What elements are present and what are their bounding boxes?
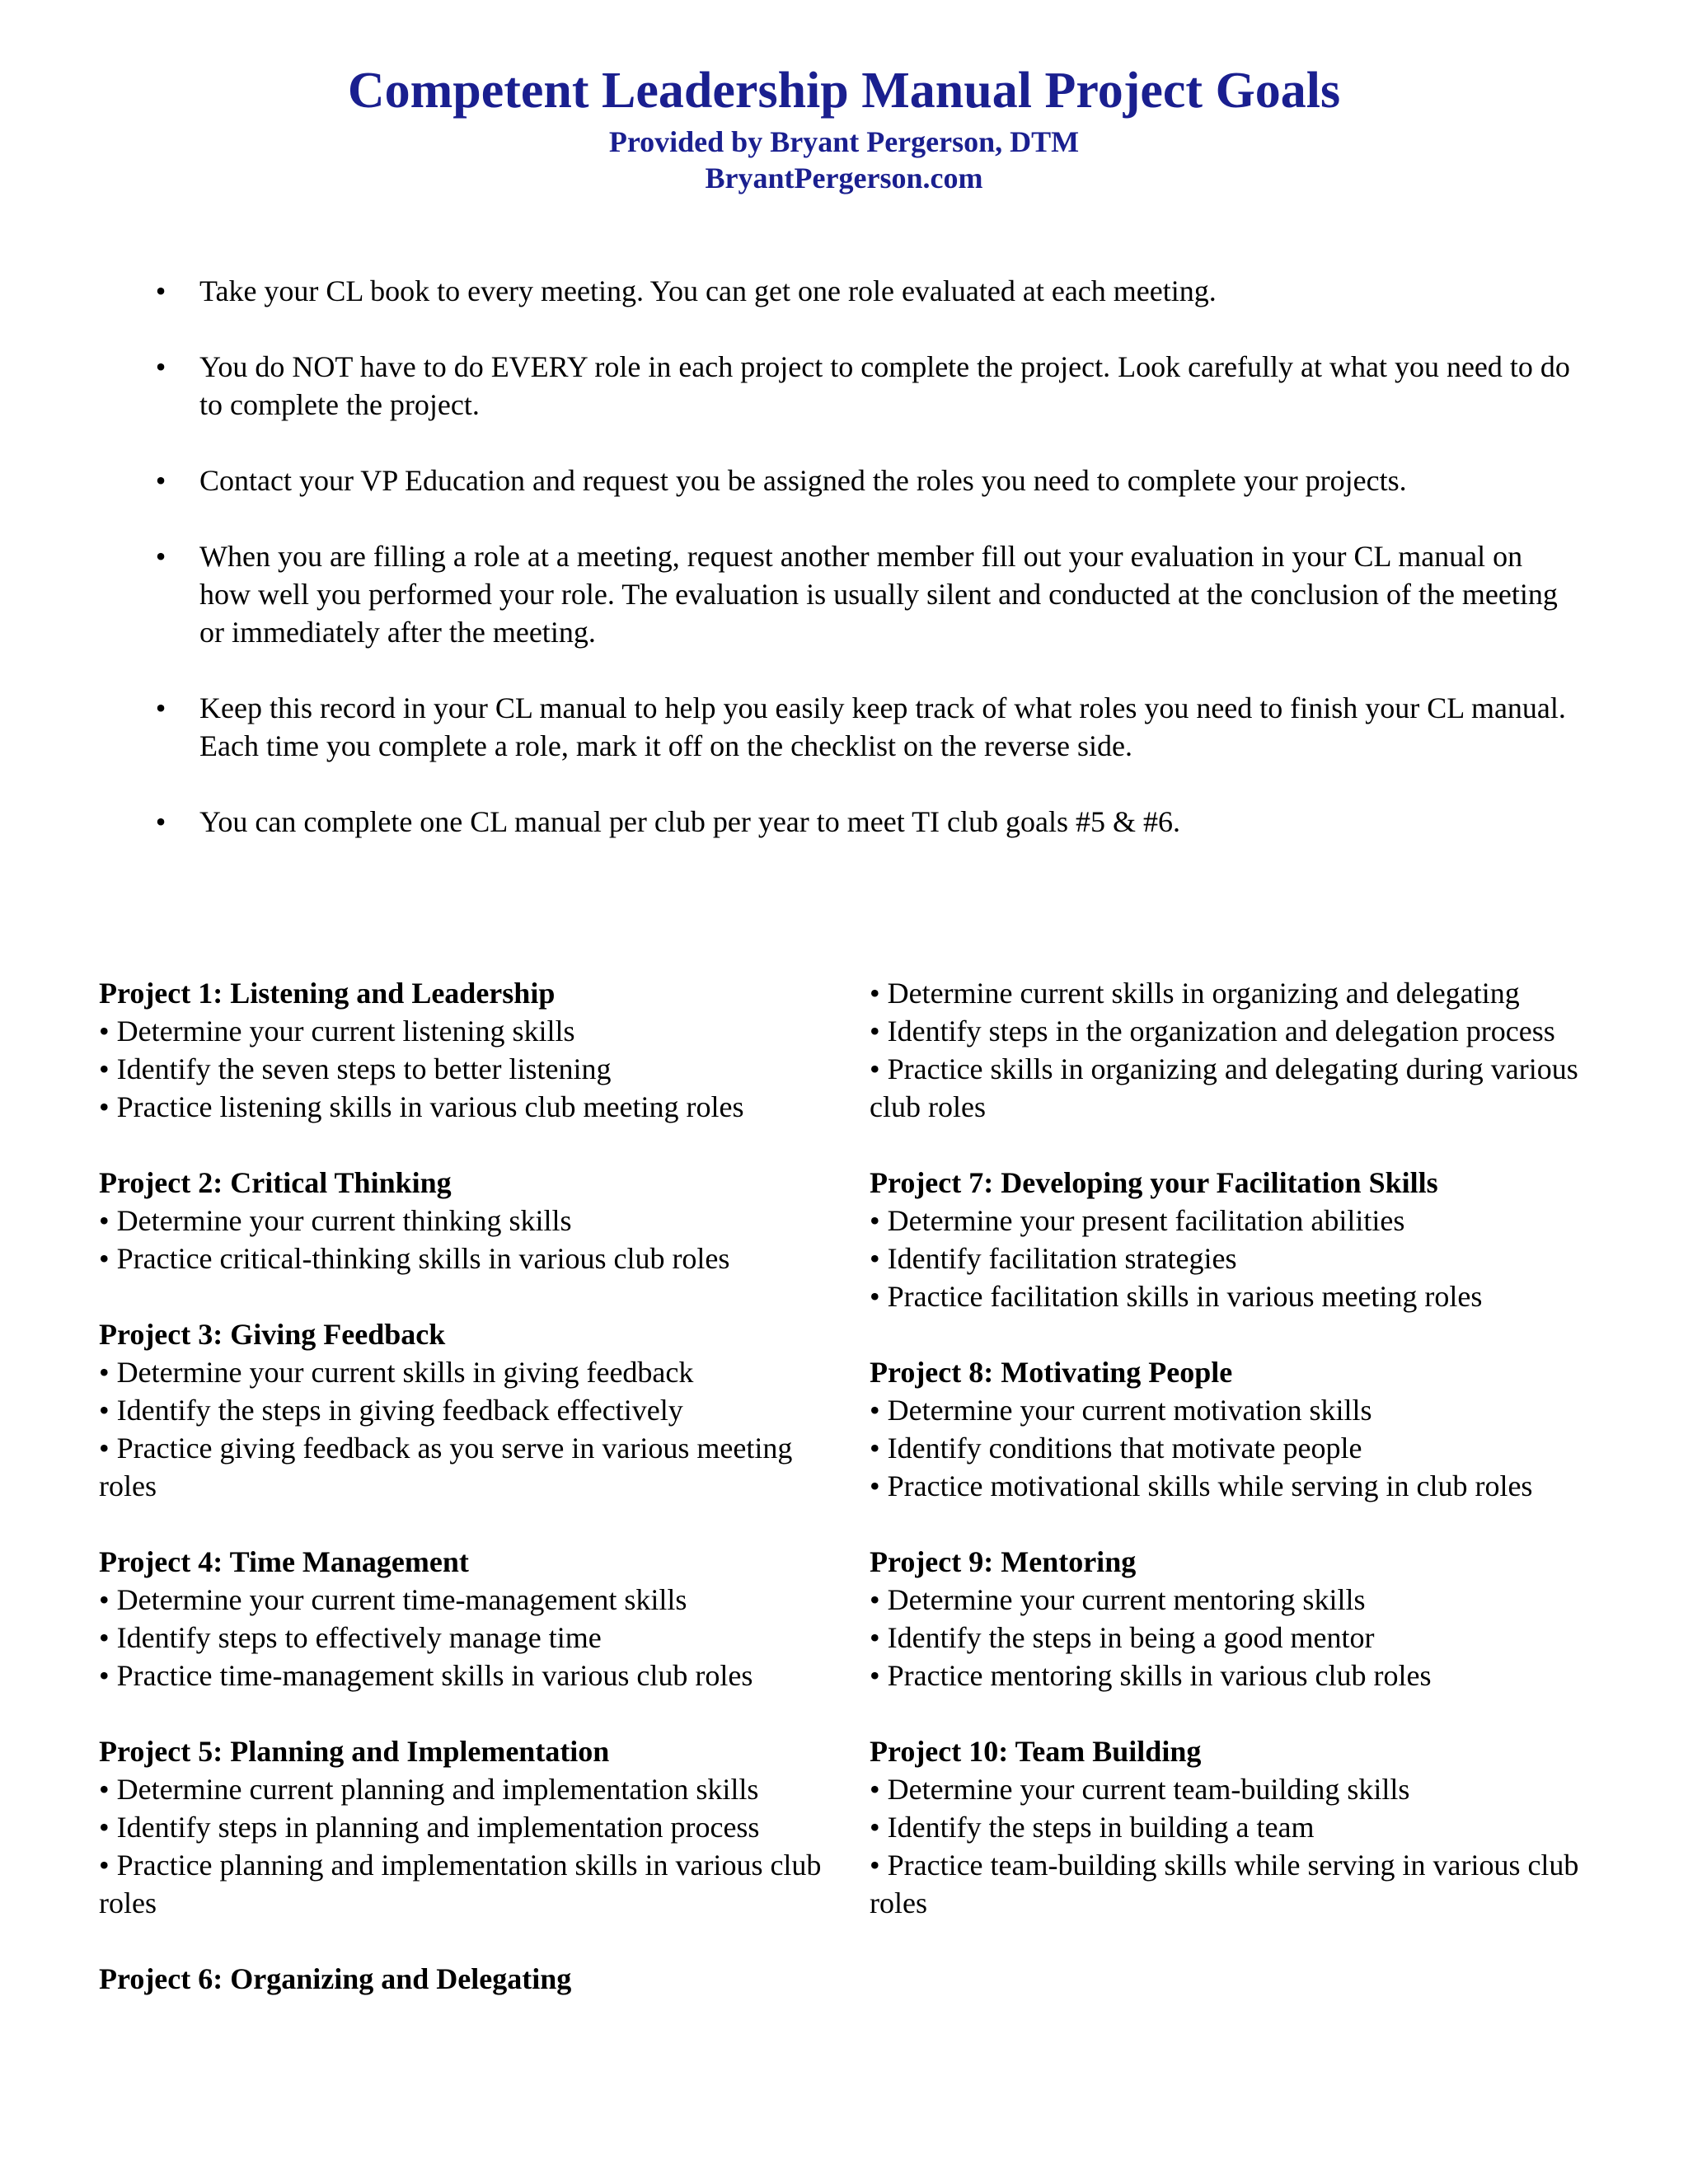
project-title: Project 7: Developing your Facilitation Skills xyxy=(870,1166,1438,1199)
project-title: Project 1: Listening and Leadership xyxy=(99,977,556,1010)
bullet-icon: • xyxy=(155,274,166,307)
project-5 xyxy=(99,1732,824,1922)
project-6-goals xyxy=(870,974,1595,1126)
project-goal: • Identify the steps in being a good mentor xyxy=(870,1621,1375,1654)
project-goal: • Determine your current listening skills xyxy=(99,1015,575,1047)
project-goal: • Practice planning and implementation skills in various club roles xyxy=(99,1849,822,1919)
bullet-icon: • xyxy=(155,350,166,383)
project-title: Project 8: Motivating People xyxy=(870,1356,1233,1389)
tip-text: Take your CL book to every meeting. You can get one role evaluated at each meeting. xyxy=(199,274,1217,307)
tip-text: You can complete one CL manual per club per year to meet TI club goals #5 & #6. xyxy=(199,805,1181,838)
project-goal: • Practice motivational skills while serving in club roles xyxy=(870,1469,1533,1502)
project-2 xyxy=(99,1164,824,1277)
project-goal: • Determine your current skills in giving feedback xyxy=(99,1356,694,1389)
bullet-icon: • xyxy=(155,540,166,573)
project-goal: • Practice facilitation skills in various meeting roles xyxy=(870,1280,1483,1313)
project-8 xyxy=(870,1353,1595,1505)
project-title: Project 6: Organizing and Delegating xyxy=(99,1962,572,1995)
project-goal: • Identify conditions that motivate people xyxy=(870,1432,1362,1465)
bullet-icon: • xyxy=(155,464,166,497)
project-goal: • Practice critical-thinking skills in various club roles xyxy=(99,1242,730,1275)
project-title: Project 5: Planning and Implementation xyxy=(99,1735,610,1768)
tip-text: You do NOT have to do EVERY role in each project to complete the project. Look carefully at what you need to do to complete the project. xyxy=(199,350,1570,421)
bullet-icon: • xyxy=(155,805,166,838)
tip-item xyxy=(148,689,1574,765)
tip-text: Keep this record in your CL manual to help you easily keep track of what roles you need to finish your CL manual. Each time you complete a role, mark it off on the checklist on the reverse side. xyxy=(199,691,1566,762)
tip-item xyxy=(148,462,1574,499)
project-goal: • Identify facilitation strategies xyxy=(870,1242,1237,1275)
project-goal: • Determine your current thinking skills xyxy=(99,1204,572,1237)
project-goal: • Identify steps in planning and implementation process xyxy=(99,1811,760,1844)
website-text: BryantPergerson.com xyxy=(705,162,983,194)
tip-text: When you are filling a role at a meeting, request another member fill out your evaluation in your CL manual on how well you performed your role. The evaluation is usually silent and conducted at the conclusion of the meeting or immediately after the meeting. xyxy=(199,540,1558,649)
project-goal: • Identify the seven steps to better listening xyxy=(99,1052,612,1085)
author-credit: Provided by Bryant Pergerson, DTM xyxy=(608,125,1080,158)
project-goal: • Identify steps in the organization and delegation process xyxy=(870,1015,1555,1047)
project-goal: • Practice time-management skills in various club roles xyxy=(99,1659,753,1692)
tip-item xyxy=(148,803,1574,841)
tip-item xyxy=(148,272,1574,310)
project-6-heading xyxy=(99,1960,824,1998)
project-goal: • Determine your current team-building skills xyxy=(870,1773,1410,1806)
project-title: Project 4: Time Management xyxy=(99,1545,469,1578)
project-goal: • Determine your current mentoring skills xyxy=(870,1583,1366,1616)
project-goal: • Identify the steps in building a team xyxy=(870,1811,1315,1844)
project-10 xyxy=(870,1732,1595,1922)
project-title: Project 2: Critical Thinking xyxy=(99,1166,452,1199)
project-4 xyxy=(99,1543,824,1694)
project-goal: • Practice giving feedback as you serve in various meeting roles xyxy=(99,1432,793,1502)
document-header xyxy=(0,58,1688,196)
project-goal: • Determine current planning and implementation skills xyxy=(99,1773,759,1806)
project-goal: • Practice mentoring skills in various club roles xyxy=(870,1659,1432,1692)
tip-text: Contact your VP Education and request you be assigned the roles you need to complete your projects. xyxy=(199,464,1407,497)
tips-list xyxy=(148,272,1574,879)
bullet-icon: • xyxy=(155,691,166,724)
project-goal: • Determine your current motivation skills xyxy=(870,1394,1372,1427)
projects-column-right xyxy=(870,974,1595,1960)
project-goal: • Determine your current time-management skills xyxy=(99,1583,687,1616)
project-7 xyxy=(870,1164,1595,1315)
page-title: Competent Leadership Manual Project Goals xyxy=(347,63,1341,119)
project-title: Project 10: Team Building xyxy=(870,1735,1202,1768)
project-9 xyxy=(870,1543,1595,1694)
tip-item xyxy=(148,537,1574,651)
project-goal: • Determine current skills in organizing and delegating xyxy=(870,977,1520,1010)
project-goal: • Determine your present facilitation abilities xyxy=(870,1204,1405,1237)
project-goal: • Practice skills in organizing and delegating during various club roles xyxy=(870,1052,1578,1123)
project-3 xyxy=(99,1315,824,1505)
project-goal: • Practice team-building skills while serving in various club roles xyxy=(870,1849,1579,1919)
project-title: Project 3: Giving Feedback xyxy=(99,1318,446,1351)
tip-item xyxy=(148,348,1574,424)
project-goal: • Identify the steps in giving feedback effectively xyxy=(99,1394,683,1427)
project-goal: • Identify steps to effectively manage time xyxy=(99,1621,602,1654)
project-1 xyxy=(99,974,824,1126)
project-title: Project 9: Mentoring xyxy=(870,1545,1137,1578)
projects-column-left xyxy=(99,974,824,2036)
project-goal: • Practice listening skills in various club meeting roles xyxy=(99,1090,744,1123)
